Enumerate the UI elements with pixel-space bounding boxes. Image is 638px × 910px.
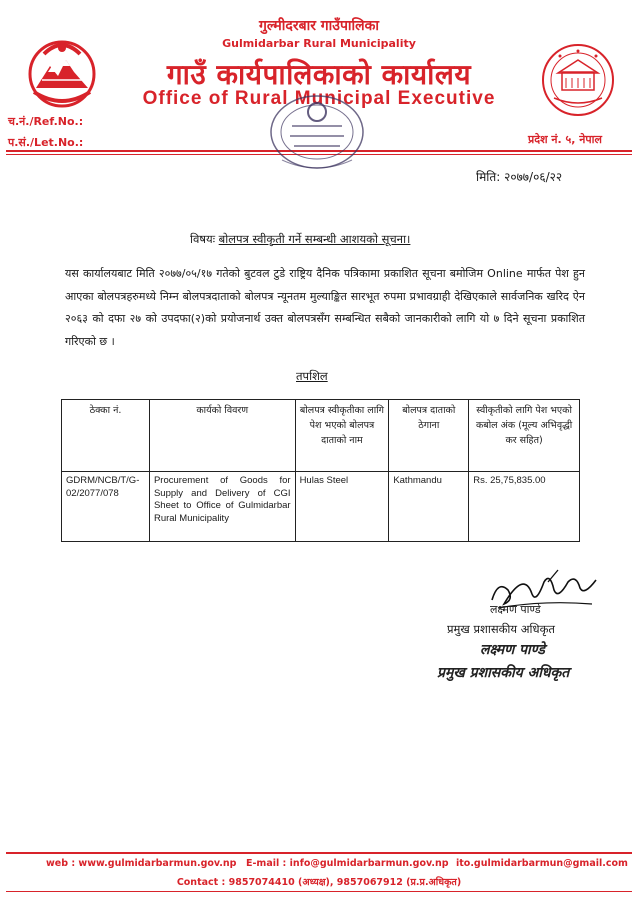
footer-website: web : www.gulmidarbarmun.gov.np — [46, 858, 237, 869]
footer-rule-thin — [6, 891, 632, 892]
signatory-title-stamp: प्रमुख प्रशासकीय अधिकृत — [437, 665, 570, 681]
notice-date: मिति: २०७७/०६/२२ — [476, 170, 563, 184]
ref-no-label: च.नं./Ref.No.: — [8, 115, 84, 128]
office-title-nepali: गाउँ कार्यपालिकाको कार्यालय — [166, 58, 472, 91]
col-header-bidder: बोलपत्र स्वीकृतीका लागि पेश भएको बोलपत्र दाताको नाम — [295, 400, 389, 472]
footer-contact: Contact : 9857074410 (अध्यक्ष), 9857067912 (प्र.प्र.अधिकृत) — [176, 877, 462, 888]
subject-prefix: विषयः — [190, 232, 216, 246]
col-header-contract-no: ठेक्का नं. — [62, 400, 150, 472]
bid-table — [61, 399, 580, 542]
office-title-english: Office of Rural Municipal Executive — [142, 88, 496, 109]
table-row — [62, 472, 580, 542]
footer-email: E-mail : info@gulmidarbarmun.gov.np — [246, 858, 449, 869]
cell-bidder: Hulas Steel — [295, 472, 389, 542]
notice-body: यस कार्यालयबाट मिति २०७७/०५/१७ गतेको बुटवल टुडे राष्ट्रिय दैनिक पत्रिकामा प्रकाशित सूचना बमोजिम Online मार्फत पेश हुन आएका बोलपत्रहरुमध्ये निम्न बोलपत्रदाताको बोलपत्र न्यूनतम मुल्याङ्कित सारभूत रुपमा प्रभावग्राही देखिएकाले सार्वजनिक खरिद ऐन २०६३ को दफा २७ को उपदफा(२)को प्रयोजनार्थ उक्त बोलपत्रसँग सम्बन्धित सबैको जानकारीको लागि यो ७ दिने सूचना प्रकाशित गरिएको छ । — [65, 267, 585, 348]
province-label: प्रदेश नं. ५, नेपाल — [528, 133, 602, 146]
municipality-name-nepali: गुल्मीदरबार गाउँपालिका — [258, 18, 380, 34]
details-heading: तपशिल — [296, 369, 328, 383]
let-no-label: प.सं./Let.No.: — [8, 136, 84, 149]
cell-contract-no: GDRM/NCB/T/G-02/2077/078 — [62, 472, 150, 542]
col-header-description: कार्यको विवरण — [149, 400, 295, 472]
office-stamp-icon — [262, 90, 372, 180]
footer-email-secondary: ito.gulmidarbarmun@gmail.com — [456, 858, 628, 869]
cell-amount: Rs. 25,75,835.00 — [469, 472, 580, 542]
cell-description: Procurement of Goods for Supply and Delivery of CGI Sheet to Office of Gulmidarbar Rural Municipality — [149, 472, 295, 542]
table-header-row — [62, 400, 580, 472]
signatory-title: प्रमुख प्रशासकीय अधिकृत — [447, 622, 555, 636]
signatory-name: लक्ष्मण पाण्डे — [490, 603, 541, 616]
col-header-address: बोलपत्र दाताको ठेगाना — [389, 400, 469, 472]
subject-line — [190, 232, 410, 247]
municipality-name-english: Gulmidarbar Rural Municipality — [222, 37, 416, 50]
signatory-name-stamp: लक्ष्मण पाण्डे — [480, 642, 545, 658]
subject-text: बोलपत्र स्वीकृती गर्ने सम्बन्धी आशयको सूचना। — [218, 232, 411, 246]
footer-rule — [6, 852, 632, 854]
cell-address: Kathmandu — [389, 472, 469, 542]
col-header-amount: स्वीकृतीको लागि पेश भएको कबोल अंक (मूल्य अभिवृद्धी कर सहित) — [469, 400, 580, 472]
